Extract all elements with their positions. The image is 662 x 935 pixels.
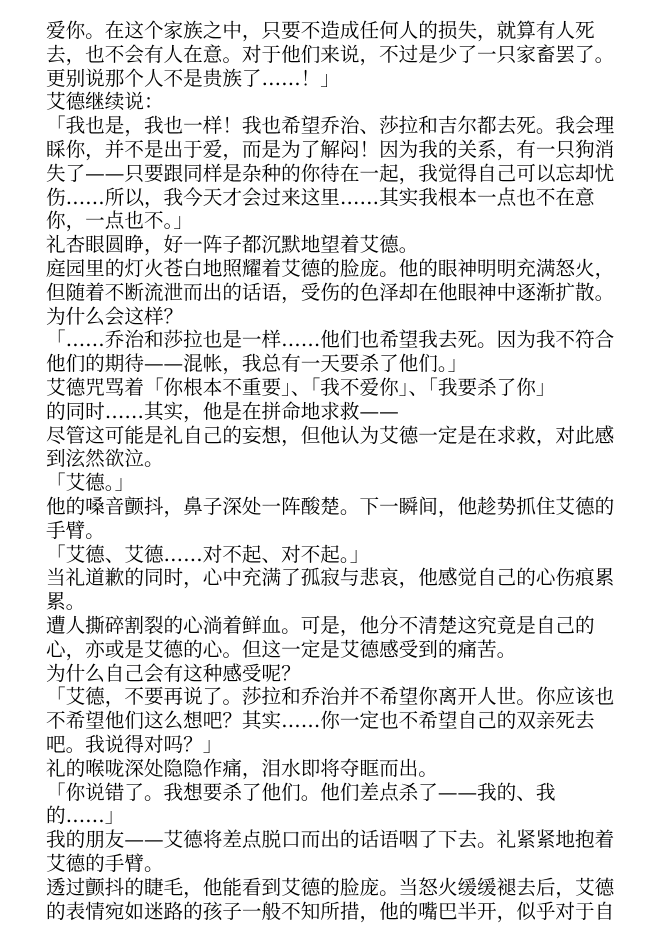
text-line: 「艾德。」 — [46, 471, 135, 495]
text-line: 失了——只要跟同样是杂种的你待在一起，我觉得自己可以忘却忧 — [46, 161, 615, 185]
text-line: 去，也不会有人在意。对于他们来说，不过是少了一只家畜罢了。 — [46, 42, 615, 66]
text-line: 心，亦或是艾德的心。但这一定是艾德感受到的痛苦。 — [46, 637, 517, 661]
text-line: 的同时……其实，他是在拼命地求救—— — [46, 399, 399, 423]
text-line: 到泫然欲泣。 — [46, 447, 164, 471]
text-line: 「艾德，不要再说了。莎拉和乔治并不希望你离开人世。你应该也 — [46, 685, 615, 709]
text-line: 艾德咒骂着「你根本不重要」、「我不爱你」、「我要杀了你」 — [46, 376, 556, 399]
text-line: 爱你。在这个家族之中，只要不造成任何人的损失，就算有人死 — [46, 19, 595, 42]
text-line: 庭园里的灯火苍白地照耀着艾德的脸庞。他的眼神明明充满怒火， — [46, 257, 615, 280]
text-line: 礼杏眼圆睁，好一阵子都沉默地望着艾德。 — [46, 233, 419, 257]
text-line: 我的朋友——艾德将差点脱口而出的话语咽了下去。礼紧紧地抱着 — [46, 828, 615, 852]
text-line: 睬你，并不是出于爱，而是为了解闷！因为我的关系，有一只狗消 — [46, 138, 615, 161]
text-line: 「你说错了。我想要杀了他们。他们差点杀了——我的、我 — [46, 780, 556, 804]
text-line: 但随着不断流泄而出的话语，受伤的色泽却在他眼神中逐渐扩散。 — [46, 280, 615, 304]
text-line: 你，一点也不。」 — [46, 209, 193, 233]
text-line: 遭人撕碎割裂的心淌着鲜血。可是，他分不清楚这究竟是自己的 — [46, 614, 595, 637]
text-line: 他们的期待——混帐，我总有一天要杀了他们。」 — [46, 352, 468, 376]
text-line: 累。 — [46, 590, 86, 614]
text-line: 不希望他们这么想吧？其实……你一定也不希望自己的双亲死去 — [46, 709, 595, 733]
text-line: 礼的喉咙深处隐隐作痛，泪水即将夺眶而出。 — [46, 756, 438, 780]
text-line: 他的嗓音颤抖，鼻子深处一阵酸楚。下一瞬间，他趁势抓住艾德的 — [46, 495, 615, 518]
text-line: 「……乔治和莎拉也是一样……他们也希望我去死。因为我不符合 — [46, 328, 615, 352]
text-line: 透过颤抖的睫毛，他能看到艾德的脸庞。当怒火缓缓褪去后，艾德 — [46, 875, 615, 899]
text-line: 的表情宛如迷路的孩子一般不知所措，他的嘴巴半开，似乎对于自 — [46, 899, 615, 923]
text-line: 手臂。 — [46, 518, 105, 542]
text-line: 为什么自己会有这种感受呢？ — [46, 661, 301, 685]
text-line: 艾德继续说： — [46, 90, 164, 114]
text-line: 当礼道歉的同时，心中充满了孤寂与悲哀，他感觉自己的心伤痕累 — [46, 566, 615, 590]
text-line: 「我也是，我也一样！我也希望乔治、莎拉和吉尔都去死。我会理 — [46, 114, 615, 138]
text-line: 吧。我说得对吗？」 — [46, 733, 223, 756]
text-line: 尽管这可能是礼自己的妄想，但他认为艾德一定是在求救，对此感 — [46, 423, 615, 447]
text-line: 更别说那个人不是贵族了……！」 — [46, 66, 340, 90]
text-line: 的……」 — [46, 804, 125, 828]
text-line: 艾德的手臂。 — [46, 852, 164, 875]
text-line: 为什么会这样？ — [46, 304, 184, 328]
text-line: 「艾德、艾德……对不起、对不起。」 — [46, 542, 370, 566]
text-line: 伤……所以，我今天才会过来这里……其实我根本一点也不在意 — [46, 185, 595, 209]
